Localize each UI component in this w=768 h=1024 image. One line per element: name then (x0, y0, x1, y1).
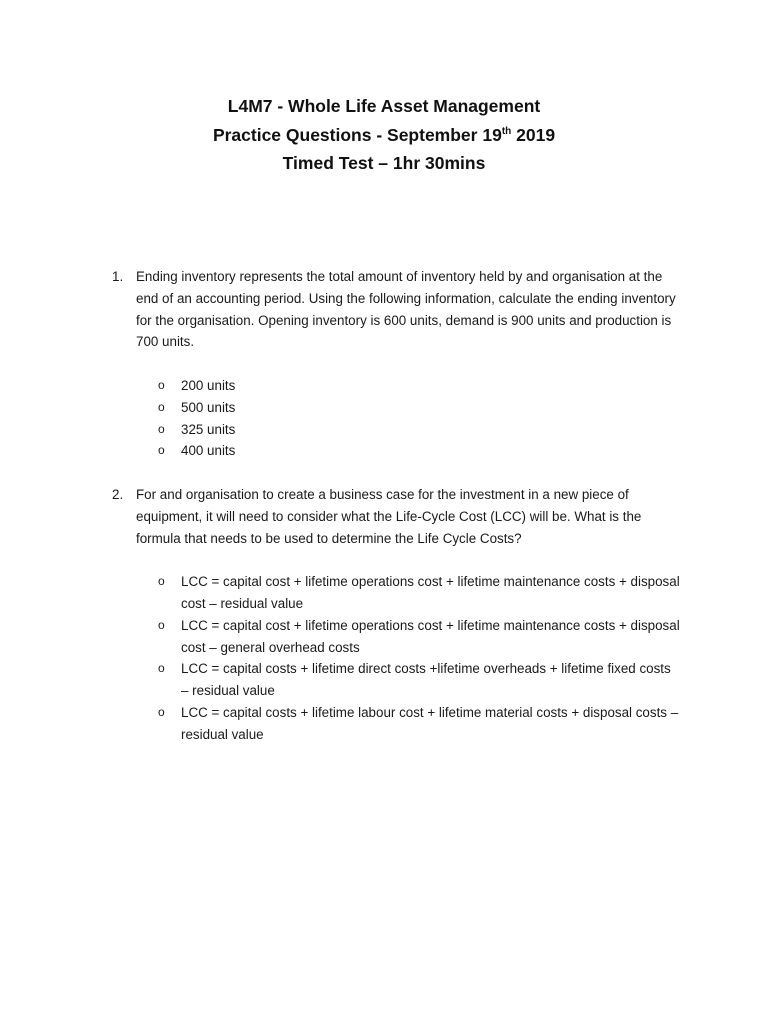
hollow-circle-bullet-icon: o (158, 661, 165, 676)
course-title: L4M7 - Whole Life Asset Management (227, 96, 541, 116)
answer-option (158, 440, 681, 462)
question-text: Ending inventory represents the total amount of inventory held by and organisation at the end of an accounting period. Using the following information, calculate the ending inventory for the organisation. Opening inventory is 600 units, demand is 900 units and production is 700 units. (136, 269, 676, 350)
answer-options (0, 571, 768, 745)
answer-option (158, 702, 681, 746)
hollow-circle-bullet-icon: o (158, 617, 165, 632)
answer-option-text: LCC = capital costs + lifetime direct costs +lifetime overheads + lifetime fixed costs – residual value (181, 661, 671, 699)
hollow-circle-bullet-icon: o (158, 574, 165, 589)
answer-option-text: 400 units (181, 443, 236, 459)
hollow-circle-bullet-icon: o (158, 377, 165, 392)
answer-option-text: 200 units (181, 377, 236, 393)
answer-option (158, 375, 681, 397)
hollow-circle-bullet-icon: o (158, 704, 165, 719)
question-number: 1. (112, 269, 124, 284)
question-list (0, 266, 768, 767)
practice-questions-title (0, 121, 768, 150)
answer-option-text: LCC = capital costs + lifetime labour cost + lifetime material costs + disposal costs – residual value (181, 704, 679, 742)
question-1 (0, 266, 768, 462)
question-text: For and organisation to create a business case for the investment in a new piece of equipment, it will need to consider what the Life-Cycle Cost (LCC) will be. What is the formula that needs to be used to determine the Life Cycle Costs? (136, 486, 642, 546)
hollow-circle-bullet-icon: o (158, 421, 165, 436)
date-ordinal-suffix: th (501, 125, 512, 137)
answer-option (158, 571, 681, 615)
practice-questions-year: 2019 (511, 124, 556, 145)
hollow-circle-bullet-icon: o (158, 399, 165, 414)
practice-questions-text: Practice Questions - September 19 (212, 124, 502, 145)
answer-option (158, 658, 681, 702)
answer-option-text: LCC = capital cost + lifetime operations cost + lifetime maintenance costs + disposal cost – residual value (181, 574, 680, 611)
document-title (0, 92, 768, 178)
timed-test-title: Timed Test – 1hr 30mins (282, 153, 486, 173)
answer-option (158, 615, 681, 659)
answer-option-text: LCC = capital cost + lifetime operations cost + lifetime maintenance costs + disposal cost – general overhead costs (181, 617, 680, 655)
answer-option-text: 500 units (181, 399, 236, 415)
question-number: 2. (112, 486, 124, 502)
answer-option (158, 397, 681, 419)
answer-options (0, 375, 768, 462)
question-2 (0, 484, 768, 746)
hollow-circle-bullet-icon: o (158, 443, 165, 458)
answer-option-text: 325 units (181, 421, 236, 437)
answer-option (158, 419, 681, 441)
